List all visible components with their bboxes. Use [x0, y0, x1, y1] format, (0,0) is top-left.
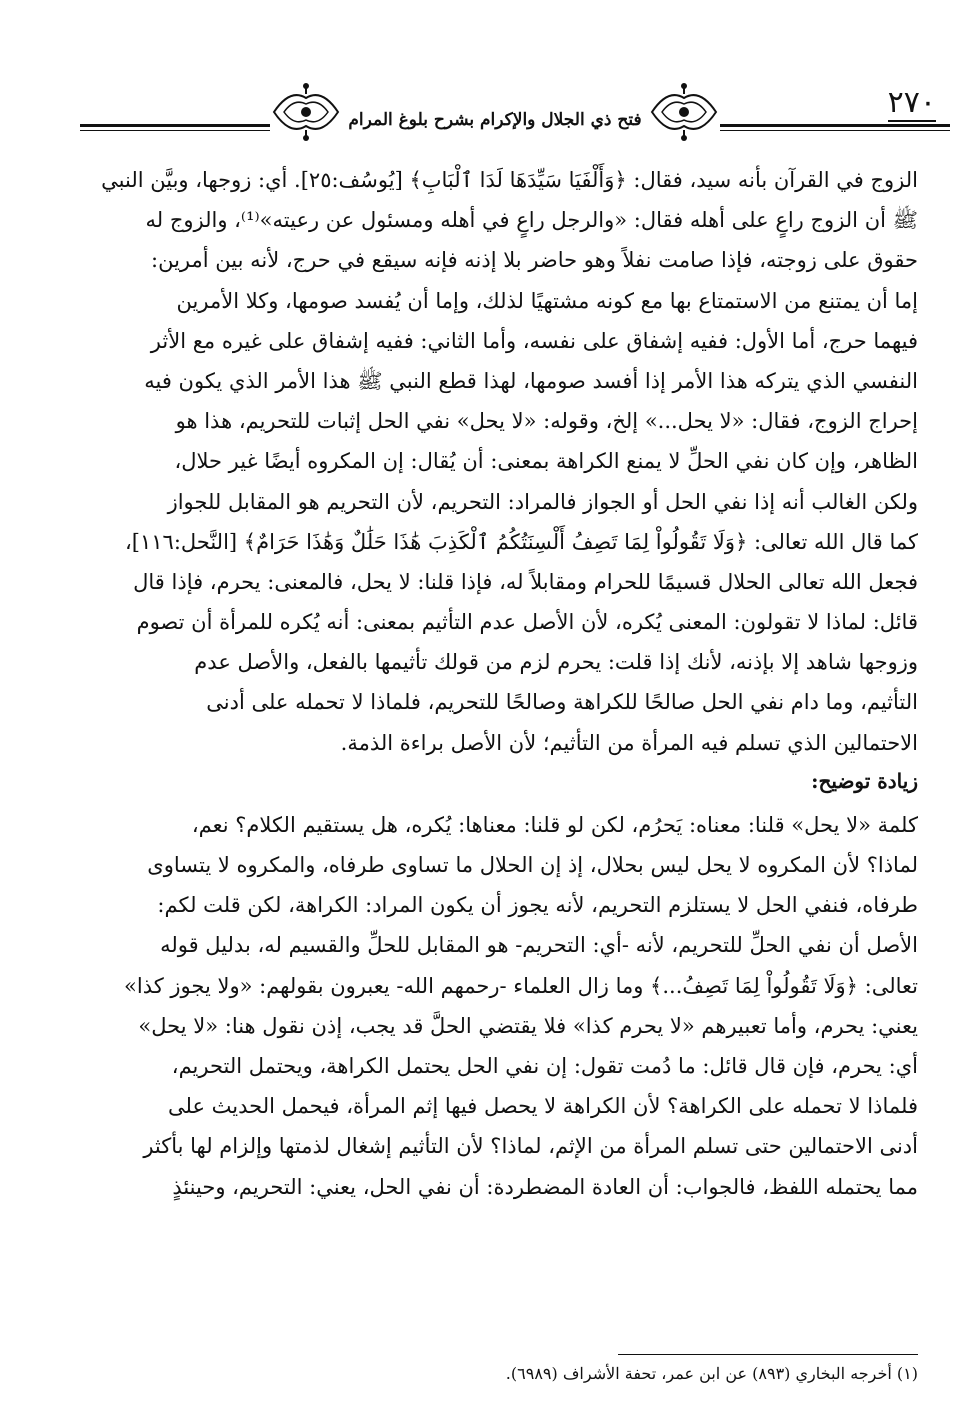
text-line: النفسي الذي يتركه هذا الأمر إذا أفسد صومها، لهذا قطع النبي ﷺ هذا الأمر الذي يكون فيه [144, 368, 918, 393]
text-line: فلماذا لا تحمله على الكراهة؟ لأن الكراهة لا يحصل فيها إثم المرأة، فيحمل الحديث على [167, 1094, 918, 1119]
left-ornament-icon [270, 82, 342, 142]
text-line: وزوجها شاهد إلا بإذنه، لأنك إذا قلت: يحرم لزم من قولك تأثيمها بالفعل، والأصل عدم [194, 650, 918, 675]
section-heading: زيادة توضيح: [811, 768, 918, 793]
text-line: إحراج الزوج، فقال: «لا يحل...» إلخ، وقوله: «لا يحل» نفي الحل إثبات للتحريم، هذا هو [175, 409, 918, 434]
text-line: لماذا؟ لأن المكروه لا يحل ليس بحلال، إذ إن الحلال ما تساوى طرفاه، والمكروه لا يتساوى [147, 853, 918, 877]
page-number: ٢٧٠ [887, 85, 936, 120]
header-rule-left-thick [80, 124, 270, 127]
footnote: (١) أخرجه البخاري (٨٩٣) عن ابن عمر، تحفة الأشراف (٦٩٨٩). [505, 1364, 918, 1383]
text-line: الأصل أن نفي الحلِّ للتحريم، لأنه -أي: التحريم- هو المقابل للحلِّ والقسيم له، بدليل قوله [160, 933, 918, 958]
text-line: أدنى الاحتمالين حتى تسلم المرأة من الإثم، لماذا؟ لأن التأثيم إشغال لذمتها وإلزام لها بأكثر [143, 1134, 918, 1159]
text-line: أي: يحرم، فإن قال قائل: ما دُمت تقول: إن نفي الحل يحتمل الكراهة، ويحتمل التحريم، [171, 1053, 918, 1078]
text-line: كما قال الله تعالى: ﴿وَلَا تَقُولُواْ لِمَا تَصِفُ أَلْسِنَتُكُمُ ٱلْكَذِبَ هَٰذَا حَلَٰلٌ وَهَٰذَا حَرَامٌ﴾ [النَّحل:١١٦]، [124, 529, 918, 554]
paragraph-1 [60, 160, 918, 763]
text-line: يعني: يحرم، وأما تعبيرهم «لا يحرم كذا» فلا يقتضي الحلَّ قد يجب، إذن نقول هنا: «لا يحل» [138, 1013, 918, 1038]
header-rule-right-thin [720, 130, 950, 131]
text-line: التأثيم، وما دام نفي الحل صالحًا للكراهة وصالحًا للتحريم، فلماذا لا تحمله على أدنى [206, 690, 918, 715]
text-line: تعالى: ﴿وَلَا تَقُولُواْ لِمَا تَصِفُ...﴾ وما زال العلماء -رحمهم الله- يعبرون بقولهم: «ولا يجوز كذا» [124, 973, 918, 998]
header-rule-left-thin [80, 130, 270, 131]
right-ornament-icon [648, 82, 720, 142]
text-line: فيهما حرج، أما الأول: ففيه إشفاق على نفسه، وأما الثاني: ففيه إشفاق على غيره مع الأثر [150, 328, 918, 353]
text-line: إما أن يمتنع من الاستمتاع بها مع كونه مشتهيًا لذلك، وإما أن يُفسد صومها، وكلا الأمرين [176, 288, 918, 313]
page-body [60, 160, 918, 1207]
book-title: فتح ذي الجلال والإكرام بشرح بلوغ المرام [348, 110, 642, 130]
text-line: ﷺ أن الزوج راعٍ على أهله فقال: «والرجل راعٍ في أهله ومسئول عن رعيته»⁽¹⁾، والزوج له [145, 208, 918, 233]
paragraph-2 [60, 805, 918, 1207]
text-line: فجعل الله تعالى الحلال قسيمًا للحرام ومقابلاً له، فإذا قلنا: لا يحل، فالمعنى: يحرم، فإذا قال [133, 569, 918, 594]
text-line: حقوق على زوجته، فإذا صامت نفلاً وهو حاضر بلا إذنه فإنه سيقع في حرج، لأنه بين أمرين: [151, 248, 918, 273]
text-line: كلمة «لا يحل» قلنا: معناه: يَحرُم، لكن لو قلنا: معناها: يُكره، هل يستقيم الكلام؟ نعم، [191, 812, 918, 837]
page-header [80, 82, 950, 152]
footnote-separator [618, 1354, 918, 1355]
text-line: الاحتمالين الذي تسلم فيه المرأة من التأثيم؛ لأن الأصل براءة الذمة. [340, 730, 918, 755]
header-rule-right-thick [720, 124, 950, 127]
text-line: الزوج في القرآن بأنه سيد، فقال: ﴿وَأَلْفَيَا سَيِّدَهَا لَدَا ٱلْبَابِ﴾ [يُوسُف:٢٥]. أي: زوجها، وبيَّن النبي [101, 168, 918, 192]
text-line: الظاهر، وإن كان نفي الحلِّ لا يمنع الكراهة بمعنى: أن يُقال: إن المكروه أيضًا غير حلال، [174, 449, 918, 474]
text-line: مما يحتمله اللفظ، فالجواب: أن العادة المضطردة: أن نفي الحل، يعني: التحريم، وحينئذٍ [172, 1174, 918, 1199]
text-line: طرفاه، فنفي الحل لا يستلزم التحريم، لأنه يجوز أن يكون المراد: الكراهة، لكن قلت لكم: [157, 893, 918, 918]
text-line: قائل: لماذا لا تقولون: المعنى يُكره، لأن الأصل عدم التأثيم بمعنى: أنه يُكره للمرأة أن تصوم [136, 610, 918, 635]
text-line: ولكن الغالب أنه إذا نفي الحل أو الجواز فالمراد: التحريم، لأن التحريم هو المقابل للجواز [167, 489, 918, 514]
